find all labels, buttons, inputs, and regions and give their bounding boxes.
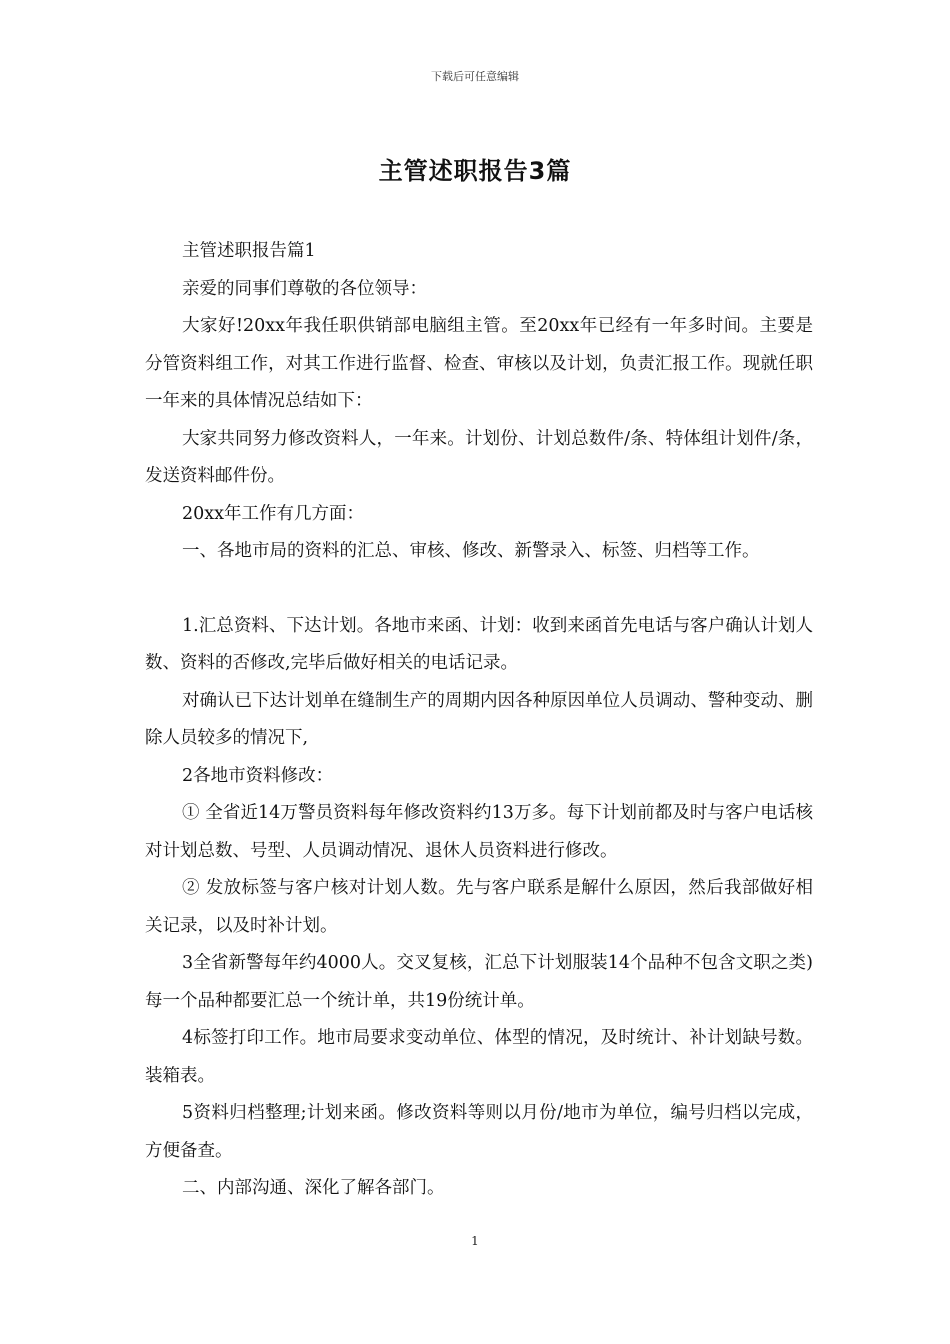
paragraph-intro: 大家好!20xx年我任职供销部电脑组主管。至20xx年已经有一年多时间。主要是分管资料组工作，对其工作进行监督、检查、审核以及计划，负责汇报工作。现就任职一年来的具体情况总结如下： <box>145 316 813 411</box>
paragraph-work-aspects: 20xx年工作有几方面： <box>182 503 365 524</box>
paragraph-item-2-sub-2: ② 发放标签与客户核对计划人数。先与客户联系是解什么原因，然后我部做好相关记录，以及时补计划。 <box>145 878 813 936</box>
paragraph-item-5: 5资料归档整理;计划来函。修改资料等则以月份/地市为单位，编号归档以完成，方便备查。 <box>145 1103 813 1161</box>
header-note: 下载后可任意编辑 <box>431 70 519 83</box>
paragraph-salutation: 亲爱的同事们尊敬的各位领导： <box>182 278 427 299</box>
paragraph-summary: 大家共同努力修改资料人，一年来。计划份、计划总数件/条、特体组计划件/条，发送资料邮件份。 <box>145 428 813 486</box>
paragraph-item-1-detail: 对确认已下达计划单在缝制生产的周期内因各种原因单位人员调动、警种变动、删除人员较多的情况下, <box>145 690 813 748</box>
page-number: 1 <box>471 1234 479 1248</box>
paragraph-section-heading: 主管述职报告篇1 <box>182 241 316 261</box>
paragraph-item-3: 3全省新警每年约4000人。交叉复核，汇总下计划服装14个品种不包含文职之类)每一个品种都要汇总一个统计单，共19份统计单。 <box>145 953 813 1011</box>
paragraph-item-1: 1.汇总资料、下达计划。各地市来函、计划：收到来函首先电话与客户确认计划人数、资料的否修改,完毕后做好相关的电话记录。 <box>145 615 813 673</box>
document-title: 主管述职报告3篇 <box>378 157 572 185</box>
paragraph-item-2-sub-1: ① 全省近14万警员资料每年修改资料约13万多。每下计划前都及时与客户电话核对计划总数、号型、人员调动情况、退休人员资料进行修改。 <box>145 803 813 861</box>
document-body <box>145 233 813 1208</box>
paragraph-item-2: 2各地市资料修改： <box>182 765 334 786</box>
paragraph-item-4: 4标签打印工作。地市局要求变动单位、体型的情况，及时统计、补计划缺号数。装箱表。 <box>145 1028 813 1086</box>
paragraph-point-one: 一、各地市局的资料的汇总、审核、修改、新警录入、标签、归档等工作。 <box>182 541 760 561</box>
paragraph-point-two: 二、内部沟通、深化了解各部门。 <box>182 1178 445 1198</box>
